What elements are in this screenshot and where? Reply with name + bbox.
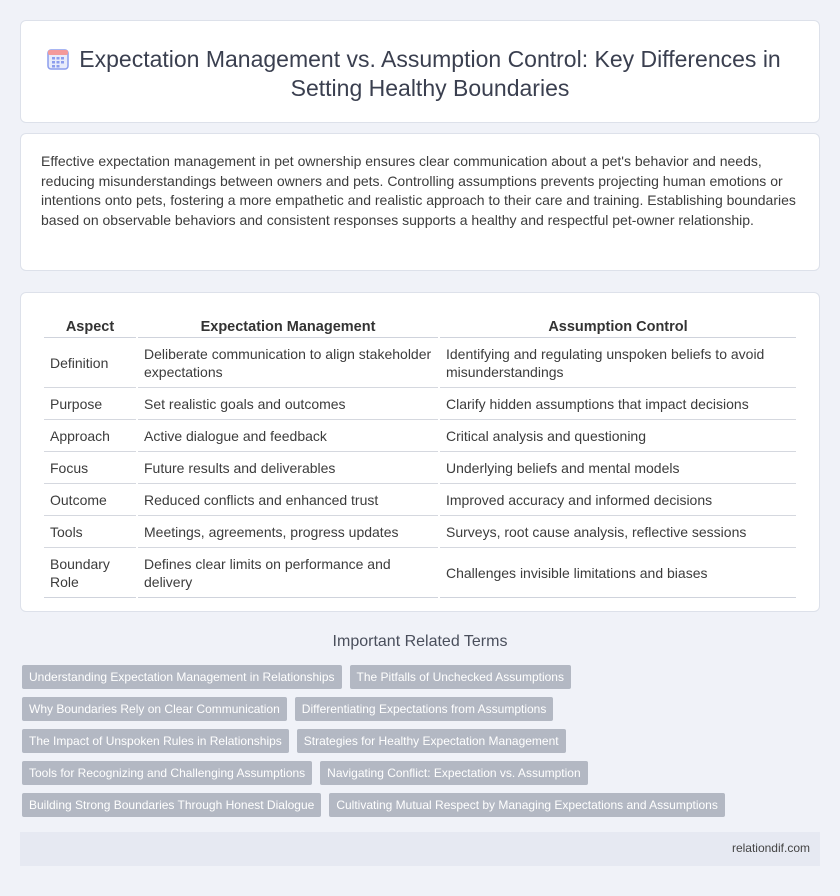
tag-row [22,793,822,817]
header-aspect: Aspect [44,315,136,338]
cell-assumption: Critical analysis and questioning [440,420,796,452]
tag-row [22,761,822,785]
cell-assumption: Clarify hidden assumptions that impact decisions [440,388,796,420]
related-term-tag[interactable]: The Impact of Unspoken Rules in Relationships [22,729,289,753]
table-row [44,388,796,420]
cell-assumption: Improved accuracy and informed decisions [440,484,796,516]
tag-row [22,665,822,689]
related-terms-list [22,665,822,825]
tag-row [22,729,822,753]
cell-aspect: Boundary Role [44,548,136,598]
related-term-tag[interactable]: Differentiating Expectations from Assumptions [295,697,554,721]
related-term-tag[interactable]: Understanding Expectation Management in Relationships [22,665,342,689]
related-term-tag[interactable]: Building Strong Boundaries Through Honest Dialogue [22,793,321,817]
table-header-row [44,315,796,338]
cell-expectation: Reduced conflicts and enhanced trust [138,484,438,516]
cell-expectation: Active dialogue and feedback [138,420,438,452]
tag-row [22,697,822,721]
cell-aspect: Tools [44,516,136,548]
comparison-table-card [20,292,820,612]
related-terms-title: Important Related Terms [332,633,508,650]
table-row [44,484,796,516]
cell-expectation: Future results and deliverables [138,452,438,484]
cell-expectation: Defines clear limits on performance and delivery [138,548,438,598]
header-expectation-management: Expectation Management [138,315,438,338]
related-term-tag[interactable]: Navigating Conflict: Expectation vs. Assumption [320,761,587,785]
cell-assumption: Surveys, root cause analysis, reflective sessions [440,516,796,548]
intro-paragraph: Effective expectation management in pet ownership ensures clear communication about a pet's behavior and needs, reducing misunderstandings between owners and pets. Controlling assumptions prevents projecting human emotions or intentions onto pets, fostering a more empathetic and realistic approach to their care and training. Establishing boundaries based on observable behaviors and consistent responses supports a healthy and respectful pet-owner relationship. [41,153,796,228]
cell-aspect: Approach [44,420,136,452]
table-row [44,516,796,548]
cell-aspect: Definition [44,338,136,388]
cell-assumption: Underlying beliefs and mental models [440,452,796,484]
related-term-tag[interactable]: Strategies for Healthy Expectation Management [297,729,566,753]
header-card [20,20,820,123]
cell-aspect: Focus [44,452,136,484]
cell-aspect: Purpose [44,388,136,420]
page-title: Expectation Management vs. Assumption Control: Key Differences in Setting Healthy Boundaries [79,46,781,101]
related-term-tag[interactable]: Why Boundaries Rely on Clear Communication [22,697,287,721]
intro-card [20,133,820,271]
cell-assumption: Challenges invisible limitations and biases [440,548,796,598]
table-row [44,548,796,598]
footer-site-link[interactable]: relationdif.com [731,841,810,855]
cell-assumption: Identifying and regulating unspoken beliefs to avoid misunderstandings [440,338,796,388]
related-term-tag[interactable]: Tools for Recognizing and Challenging Assumptions [22,761,312,785]
table-row [44,338,796,388]
header-assumption-control: Assumption Control [440,315,796,338]
cell-aspect: Outcome [44,484,136,516]
footer [20,832,820,866]
related-term-tag[interactable]: The Pitfalls of Unchecked Assumptions [350,665,571,689]
comparison-table [42,315,798,598]
related-term-tag[interactable]: Cultivating Mutual Respect by Managing Expectations and Assumptions [329,793,725,817]
cell-expectation: Meetings, agreements, progress updates [138,516,438,548]
cell-expectation: Set realistic goals and outcomes [138,388,438,420]
table-row [44,420,796,452]
cell-expectation: Deliberate communication to align stakeholder expectations [138,338,438,388]
table-row [44,452,796,484]
